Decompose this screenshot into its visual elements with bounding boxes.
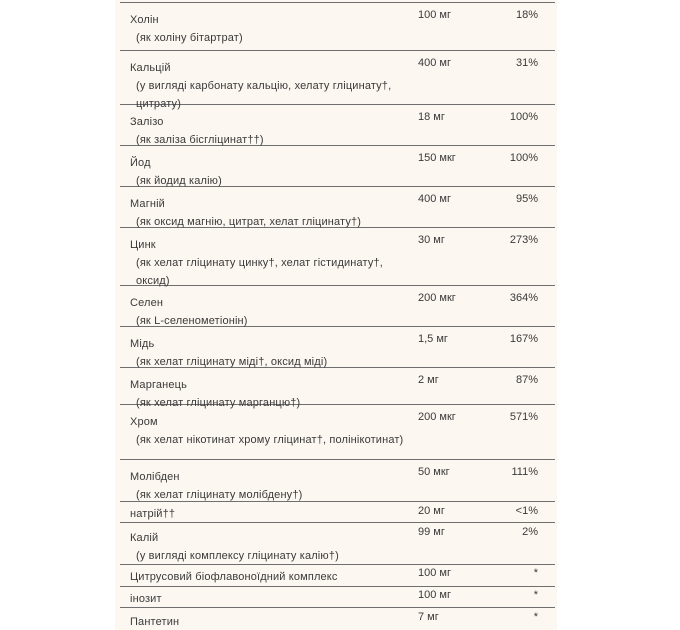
nutrient-name [130,11,415,47]
nutrient-daily-value: 571% [509,411,538,423]
nutrient-title: Кальцій [130,62,171,74]
nutrient-amount: 20 мг [418,505,445,517]
nutrient-amount: 100 мг [418,9,451,21]
nutrient-form: (як оксид магнію, цитрат, хелат гліцинату†) [136,216,362,228]
table-row [120,51,555,110]
table-row [120,502,555,523]
nutrient-amount: 400 мг [418,57,451,69]
nutrient-title: Магній [130,198,165,210]
nutrient-daily-value: 31% [515,57,538,69]
nutrient-title: Пантетин [130,616,180,628]
supplement-facts-panel [115,0,557,630]
nutrient-form: (у вигляді комплексу гліцинату калію†) [136,550,339,562]
nutrient-amount: 7 мг [418,611,439,623]
nutrient-amount: 99 мг [418,526,445,538]
nutrient-amount: 100 мг [418,567,451,579]
table-row [120,146,555,187]
nutrient-daily-value: 87% [515,374,538,386]
nutrient-form: (як заліза бісгліцинат††) [136,134,264,146]
table-row [120,565,555,587]
nutrient-daily-value: * [533,567,538,579]
nutrient-amount: 400 мг [418,193,451,205]
nutrient-amount: 2 мг [418,374,439,386]
table-row [120,286,555,327]
table-row [120,228,555,286]
nutrient-form: (як холіну бітартрат) [136,32,243,44]
table-row [120,187,555,228]
nutrient-title: Мідь [130,338,155,350]
nutrient-title: натрій†† [130,508,176,520]
nutrient-daily-value: * [533,611,538,623]
nutrient-form: (як хелат гліцинату цинку†, хелат гістидинату†, оксид) [136,257,383,287]
nutrient-name [130,113,415,149]
nutrient-amount: 50 мкг [418,466,450,478]
nutrient-form: (у вигляді карбонату кальцію, хелату гліцинату†, цитрату) [136,80,392,110]
table-row [120,368,555,409]
nutrient-name [130,468,415,504]
nutrient-amount: 100 мг [418,589,451,601]
nutrient-daily-value: * [533,589,538,601]
table-row [120,608,555,630]
nutrient-form: (як хелат нікотинат хрому гліцинат†, полінікотинат) [136,434,404,446]
nutrient-title: Молібден [130,471,180,483]
nutrient-form: (як йодид калію) [136,175,222,187]
nutrient-name [130,335,415,371]
nutrient-daily-value: 18% [515,9,538,21]
nutrient-name [130,294,415,330]
nutrient-form: (як хелат гліцинату молібдену†) [136,489,303,501]
nutrient-daily-value: 364% [509,292,538,304]
nutrient-daily-value: 100% [509,152,538,164]
nutrient-title: інозит [130,593,162,605]
nutrient-name [130,413,415,449]
nutrient-daily-value: 100% [509,111,538,123]
nutrient-name [130,529,415,565]
nutrient-title: Цитрусовий біофлавоноїдний комплекс [130,571,338,583]
nutrient-name [130,195,415,231]
nutrient-amount: 200 мкг [418,411,456,423]
table-row [120,3,555,51]
nutrient-daily-value: 95% [515,193,538,205]
nutrient-name [130,590,415,608]
nutrient-form: (як хелат гліцинату марганцю†) [136,397,301,409]
nutrient-title: Залізо [130,116,164,128]
nutrient-name [130,568,415,586]
nutrient-title: Марганець [130,379,187,391]
table-row [120,405,555,460]
nutrient-amount: 200 мкг [418,292,456,304]
nutrient-daily-value: 167% [509,333,538,345]
nutrient-amount: 18 мг [418,111,445,123]
table-row [120,105,555,146]
nutrient-title: Калій [130,532,159,544]
nutrient-title: Хром [130,416,158,428]
table-row [120,587,555,608]
nutrient-daily-value: 2% [522,526,538,538]
nutrient-amount: 30 мг [418,234,445,246]
nutrient-daily-value: 273% [509,234,538,246]
nutrient-title: Цинк [130,239,156,251]
table-row [120,460,555,502]
nutrient-name [130,236,415,290]
nutrient-daily-value: 111% [511,466,538,478]
nutrient-name [130,505,415,523]
nutrient-form: (як хелат гліцинату міді†, оксид міді) [136,356,328,368]
nutrient-name [130,613,415,630]
nutrient-amount: 1,5 мг [418,333,448,345]
nutrient-title: Селен [130,297,164,309]
table-row [120,327,555,368]
nutrient-daily-value: <1% [515,505,538,517]
nutrient-form: (як L-селенометіонін) [136,315,248,327]
nutrient-title: Йод [130,157,151,169]
nutrient-title: Холін [130,14,159,26]
table-row [120,523,555,565]
nutrient-name [130,154,415,190]
nutrient-amount: 150 мкг [418,152,456,164]
